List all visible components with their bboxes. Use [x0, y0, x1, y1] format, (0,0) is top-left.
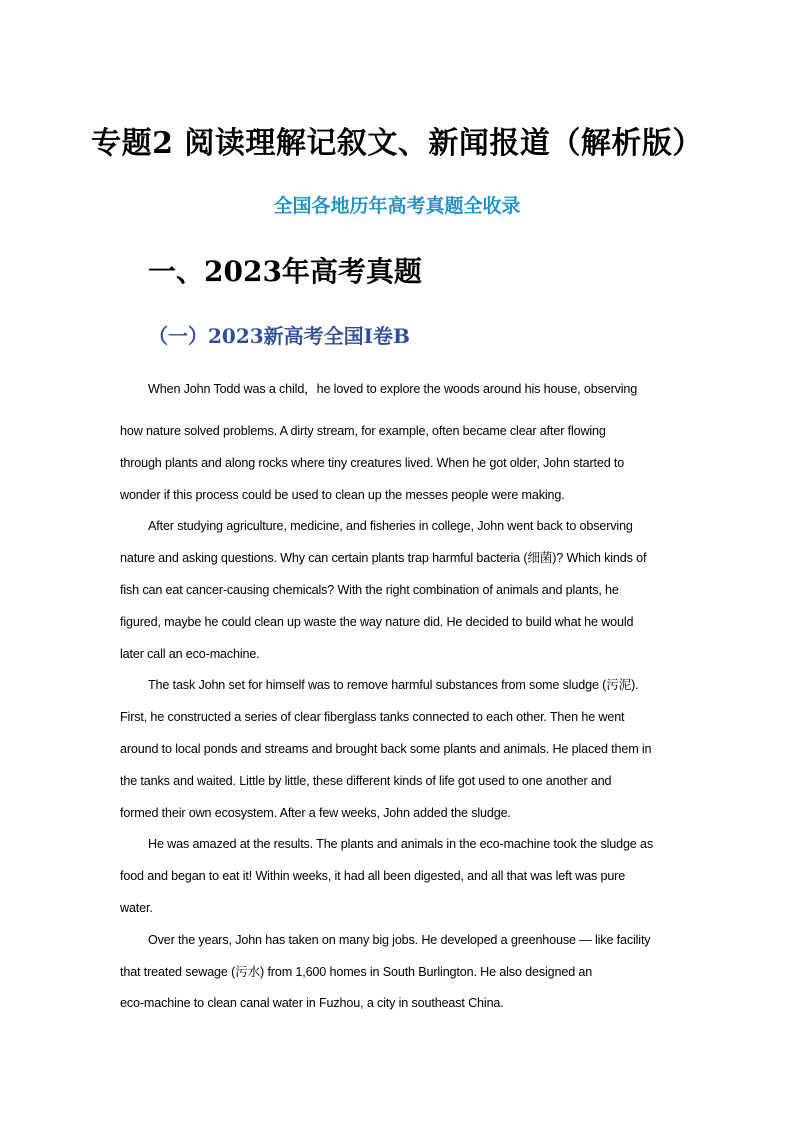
- passage-line: food and began to eat it! Within weeks, it had all been digested, and all that was left was pure: [120, 869, 626, 884]
- passage-line: around to local ponds and streams and brought back some plants and animals. He placed them in: [120, 741, 652, 756]
- passage-line: The task John set for himself was to remove harmful substances from some sludge (污泥).: [148, 678, 639, 693]
- page-subtitle: 全国各地历年高考真题全收录: [273, 195, 521, 217]
- page-title: 专题2 阅读理解记叙文、新闻报道（解析版）: [91, 126, 703, 161]
- passage-line: He was amazed at the results. The plants and animals in the eco-machine took the sludge as: [148, 837, 654, 852]
- passage-line: wonder if this process could be used to clean up the messes people were making.: [120, 487, 565, 502]
- passage-line: Over the years, John has taken on many big jobs. He developed a greenhouse — like facility: [148, 932, 651, 947]
- passage-line: figured, maybe he could clean up waste the way nature did. He decided to build what he would: [120, 614, 634, 629]
- passage-line: eco-machine to clean canal water in Fuzhou, a city in southeast China.: [120, 996, 504, 1011]
- passage-line: nature and asking questions. Why can certain plants trap harmful bacteria (细菌)? Which kinds of: [120, 551, 647, 566]
- passage-line: After studying agriculture, medicine, and fisheries in college, John went back to observing: [148, 519, 633, 534]
- passage-line: First, he constructed a series of clear fiberglass tanks connected to each other. Then he went: [120, 710, 625, 725]
- reading-passage: [120, 374, 680, 1020]
- passage-line: When John Todd was a child，he loved to explore the woods around his house, observing: [148, 382, 638, 396]
- passage-line: formed their own ecosystem. After a few weeks, John added the sludge.: [120, 805, 511, 820]
- passage-line: later call an eco-machine.: [120, 646, 260, 661]
- passage-line: through plants and along rocks where tiny creatures lived. When he got older, John started to: [120, 455, 625, 470]
- passage-line: water.: [120, 900, 153, 915]
- passage-line: the tanks and waited. Little by little, these different kinds of life got used to one another and: [120, 773, 612, 788]
- passage-line: how nature solved problems. A dirty stream, for example, often became clear after flowing: [120, 424, 606, 438]
- passage-line: that treated sewage (污水) from 1,600 homes in South Burlington. He also designed an: [120, 964, 593, 979]
- passage-line: fish can eat cancer-causing chemicals? With the right combination of animals and plants, he: [120, 582, 619, 597]
- section-heading: 一、2023年高考真题: [148, 255, 422, 288]
- exam-sub-heading: （一）2023新高考全国Ⅰ卷B: [148, 324, 410, 348]
